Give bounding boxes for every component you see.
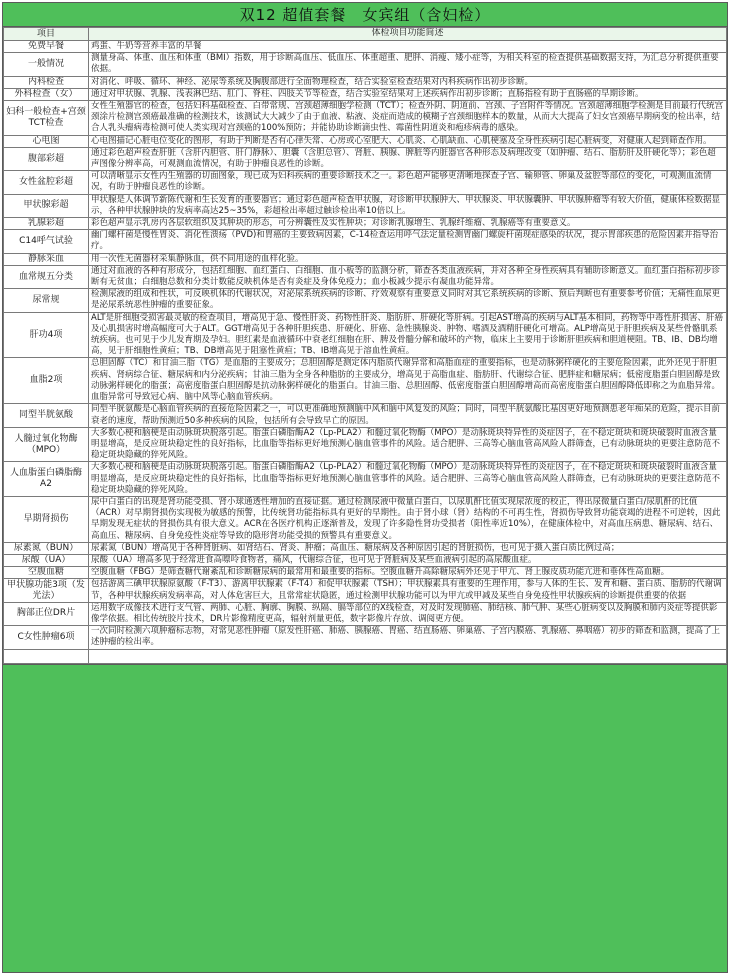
exam-item-description: 尿中白蛋白的出现是肾功能受损、肾小球通透性增加的直接证据。通过检测尿液中微量白蛋白，以尿肌酐比值实现尿浓度的校正，得出尿微量白蛋白/尿肌酐的比值（ACR）对早期肾损伤实现极为敏感的预警，比传统肾功能指标具有更好的早期性。由于肾小球（肾）结构的不可再生性，肾损伤导致肾功能衰竭的进程不可逆转，因此早期发现无症状的肾损伤具有很大意义。ACR在各医疗机构正逐渐普及，发现了许多隐性肾功受损者（阳性率近10%），在健康体检中，对高血压病患、糖尿病、结石、高血压、糖尿病、自身免疫性炎症等导致的隐形肾功能受损的预警具有重要意义。 (89, 496, 727, 542)
table-row (4, 496, 727, 542)
exam-item-name: 甲状腺彩超 (4, 194, 89, 217)
exam-item-description: 通过对甲状腺、乳腺、浅表淋巴结、肛门、脊柱、四肢关节等检查，结合实验室结果对上述疾病作出初步诊断；直肠指检有助于直肠癌的早期诊断。 (89, 88, 727, 100)
exam-item-name: 早期肾损伤 (4, 496, 89, 542)
exam-item-description: 一次同时检测六项肿瘤标志物，对常见恶性肿瘤（原发性肝癌、肺癌、胰腺癌、胃癌、结直肠癌、卵巢癌、子宫内膜癌、乳腺癌、鼻咽癌）初步的筛查和监测，提高了上述肿瘤的检出率。 (89, 626, 727, 649)
table-row (4, 289, 727, 312)
exam-item-description: 用一次性无菌器材采集静脉血，供不同用途的血样化验。 (89, 253, 727, 265)
table-row (4, 404, 727, 427)
exam-item-description: 检测尿液的组成和性状，可反映机体的代谢状况，对泌尿系统疾病的诊断、疗效观察有重要意义同时对其它系统疾病的诊断、预后判断也有重要参考价值；无痛性血尿更是泌尿系统恶性肿瘤的重要征象。 (89, 289, 727, 312)
exam-item-description: 大多数心梗和脑梗是由动脉斑块脱落引起。脂蛋白磷脂酶A2（Lp-PLA2）和髓过氧化物酶（MPO）是动脉斑块特异性的炎症因子，在不稳定斑块和斑块破裂时血液含量明显增高，是反应斑块稳定性的良好指标，比血脂等指标更好地预测心脑血管事件的风险。适合肥胖、三高等心脑血管高风险人群筛查，已有动脉斑块的更要注意防范不稳定斑块隐藏的猝死风险。 (89, 427, 727, 462)
package-sheet (2, 2, 728, 973)
exam-item-name: 空腹血糖 (4, 567, 89, 579)
exam-item-name: 尿常规 (4, 289, 89, 312)
table-row (4, 602, 727, 625)
exam-item-description: 测量身高、体重、血压和体重（BMI）指数，用于诊断高血压、低血压、体重超重、肥胖、消瘦、矮小症等，为相关科室的检查提供基础数据支持，为汇总分析提供重要依据。 (89, 53, 727, 76)
table-row (4, 462, 727, 497)
table-row (4, 88, 727, 100)
table-row (4, 53, 727, 76)
exam-item-description: 对消化、呼吸、循环、神经、泌尿等系统及胸腹部进行全面物理检查，结合实验室检查结果对内科疾病作出初步诊断。 (89, 76, 727, 88)
page-title: 双12 超值套餐 女宾组（含妇检） (3, 3, 727, 27)
exam-item-name: 乳腺彩超 (4, 218, 89, 230)
exam-item-description: 甲状腺是人体调节新陈代谢和生长发育的重要器官；通过彩色超声检查甲状腺，对诊断甲状腺肿大、甲状腺炎、甲状腺囊肿、甲状腺肿瘤等有较大价值，健康体检数据显示，各种甲状腺肿块的发病率高达25~35%，彩超检出率超过触诊检出率10倍以上。 (89, 194, 727, 217)
exam-item-name: 血常规五分类 (4, 265, 89, 288)
exam-item-name: 肝功4项 (4, 312, 89, 358)
table-row (4, 101, 727, 136)
table-header-row (4, 28, 727, 41)
exam-item-description: 女性生殖器官的检查，包括妇科基础检查、白带常规、宫颈超薄细胞学检测（TCT）；检查外阴、阴道前、宫颈、子宫附件等情况。宫颈超薄细胞学检测是目前最行代统宫颈涂片检测宫颈癌最准确的检测技术，该测试大大减少了由于血液、粘液、炎症而造成的模糊子宫颈细胞样本的数量，从而大大提高了妇女宫颈癌早期病变的检出率，结合人乳头瘤病毒检测可使人类实现对宫颈癌的100%预防；并能协助诊断滴虫性、霉菌性阴道炎和疱疹病毒的感染。 (89, 101, 727, 136)
table-row (4, 649, 727, 663)
exam-item-name: 女性盆腔彩超 (4, 171, 89, 194)
exam-item-description: 尿酸（UA）增高多见于经常进食高嘌呤食物者，痛风，代谢综合征，也可见于肾脏病及某些血液病引起的高尿酸血症。 (89, 554, 727, 566)
table-row (4, 554, 727, 566)
exam-item-name: 血脂2项 (4, 358, 89, 404)
exam-item-name: 心电图 (4, 135, 89, 147)
exam-item-description: ALT是肝细胞受损害最灵敏的检查项目，增高见于急、慢性肝炎、药物性肝炎、脂肪肝、肝硬化等肝病。引起AST增高的疾病与ALT基本相同，药物等中毒性肝损害、肝癌及心肌损害时增高幅度可大于ALT。GGT增高见于各种肝胆疾患、肝硬化、肝癌、急性胰腺炎、肿物、嗜酒及酒精肝硬化可增高。ALP增高见于肝胆疾病及某些骨骼肌系统疾病。也可见于少儿发育期及孕妇。胆红素是血液循环中衰老红细胞在肝、脾及骨髓分解和破坏的产物，临床上主要用于诊断肝胆疾病和胆道梗阻。TB、IB、DB均增高，见于肝细胞性黄疸；TB、DB增高见于阻塞性黄疸；TB、IB增高见于溶血性黄疸。 (89, 312, 727, 358)
exam-item-description: 通过彩色超声检查肝脏（含肝内胆管、肝门静脉）、胆囊（含胆总管）、肾脏、胰腺、脾脏等内脏器官各种形态及病理改变（如肿瘤、结石、脂肪肝及肝硬化等）；彩色超声图像分辨率高，可观测血流情况，有助于肿瘤良恶性的诊断。 (89, 147, 727, 170)
exam-item-name: 内科检查 (4, 76, 89, 88)
exam-item-name: C女性肿瘤6项 (4, 626, 89, 649)
exam-item-description (89, 649, 727, 663)
exam-item-name: 免费早餐 (4, 41, 89, 53)
exam-item-name: 甲状腺功能3项（发光法） (4, 579, 89, 602)
exam-item-description: 通过对血液的各种有形成分，包括红细胞、血红蛋白、白细胞、血小板等的监测分析，筛查各类血液疾病，并对各种全身性疾病具有辅助诊断意义。血红蛋白指标初步诊断有无贫血；白细胞总数和分类计数能反映机体是否有炎症及身体免疫力；血小板减少提示有凝血功能异常。 (89, 265, 727, 288)
column-header-item: 项目 (4, 28, 89, 41)
exam-item-name: 腹部彩超 (4, 147, 89, 170)
exam-item-name: 静脉采血 (4, 253, 89, 265)
exam-item-description: 可以清晰显示女性内生殖器的切面图象，现已成为妇科疾病的重要诊断技术之一。彩色超声能够更清晰地探查子宫、输卵管、卵巢及盆腔等部位的变化，可观测血流情况，有助于肿瘤良恶性的诊断。 (89, 171, 727, 194)
exam-item-description: 空腹血糖（FBG）是筛查糖代谢紊乱和诊断糖尿病的最常用和最重要的指标。空腹血糖升高除糖尿病外还见于甲亢、肾上腺皮质功能亢进和垂体性高血糖。 (89, 567, 727, 579)
exam-item-name: C14呼气试验 (4, 230, 89, 253)
table-row (4, 147, 727, 170)
table-row (4, 253, 727, 265)
table-row (4, 135, 727, 147)
exam-item-description: 尿素氮（BUN）增高见于各种肾脏病、如肾结石、肾炎、肿瘤；高血压、糖尿病及各种原因引起的肾脏损伤，也可见于摄入蛋白质比例过高； (89, 542, 727, 554)
exam-item-description: 心电图描记心脏电位变化的图形，有助于判断是否有心律失常、心房或心室肥大、心肌炎、心肌缺血、心肌梗塞及全身性疾病引起心脏病变，对健康人起到筛查作用。 (89, 135, 727, 147)
table-row (4, 427, 727, 462)
exam-item-description: 彩色超声显示乳房内各层软组织及其肿块的形态，可分辨囊性及实性肿块；对诊断乳腺增生、乳腺纤维瘤、乳腺癌等有重要意义。 (89, 218, 727, 230)
table-row (4, 579, 727, 602)
table-row (4, 312, 727, 358)
exam-item-name: 一般情况 (4, 53, 89, 76)
table-row (4, 626, 727, 649)
exam-item-description: 包括游离三碘甲状腺原氨酸（F-T3）、游离甲状腺素（F-T4）和促甲状腺素（TSH）；甲状腺素具有重要的生理作用，参与人体的生长、发育和糖、蛋白质、脂肪的代谢调节，各种甲状腺疾病发病率高，对人体危害巨大，且常常症状隐匿，通过检测甲状腺功能可以为甲亢或甲减及某些自身免疫性甲状腺疾病的诊断提供重要的依据 (89, 579, 727, 602)
table-row (4, 76, 727, 88)
exam-item-name: 同型半胱氨酸 (4, 404, 89, 427)
table-row (4, 230, 727, 253)
table-row (4, 41, 727, 53)
exam-item-description: 同型半胱氨酸是心脑血管疾病的直接危险因素之一，可以更准确地预测脑中风和脑中风复发的风险；同时，同型半胱氨酸比基因更好地预测患老年痴呆的危险，提示目前衰老的速度，帮助预测近50多种疾病的风险，包括所有会导致早亡的原因。 (89, 404, 727, 427)
exam-item-description: 幽门螺杆菌是慢性胃炎、消化性溃疡（PVD)和胃癌的主要致病因素，C-14检查运用呼气法定量检测胃幽门螺旋杆菌现症感染的状况，提示胃部疾患的危险因素并指导治疗。 (89, 230, 727, 253)
table-row (4, 358, 727, 404)
exam-item-name: 妇科一般检查+宫颈TCT检查 (4, 101, 89, 136)
exam-item-name (4, 649, 89, 663)
footer-band (3, 664, 727, 972)
table-row (4, 171, 727, 194)
exam-item-name: 尿酸（UA） (4, 554, 89, 566)
table-row (4, 194, 727, 217)
table-row (4, 265, 727, 288)
column-header-desc: 体检项目功能简述 (89, 28, 727, 41)
exam-item-name: 胸部正位DR片 (4, 602, 89, 625)
exam-item-description: 总胆固醇（TC）和甘油三脂（TG）是血脂的主要成分；总胆固醇是测定体内脂质代谢异常和高脂血症的重要指标，也是动脉粥样硬化的主要危险因素，此外还见于肝胆疾病、肾病综合征、糖尿病和内分泌疾病；甘油三脂为全身各种脂肪的主要成分，增高见于高脂血症、脂肪肝、代谢综合征、肥胖症和糖尿病；低密度脂蛋白胆固醇是致动脉粥样硬化的脂蛋；高密度脂蛋白胆固醇是抗动脉粥样硬化的脂蛋白。甘油三脂、总胆固醇、低密度脂蛋白胆固醇增高而高密度脂蛋白胆固醇降低即称之为血脂异常。血脂异常可导致冠心病、脑中风等心脑血管疾病。 (89, 358, 727, 404)
exam-item-description: 大多数心梗和脑梗是由动脉斑块脱落引起。脂蛋白磷脂酶A2（Lp-PLA2）和髓过氧化物酶（MPO）是动脉斑块特异性的炎症因子，在不稳定斑块和斑块破裂时血液含量明显增高，是反应斑块稳定性的良好指标，比血脂等指标更好地预测心脑血管事件的风险。适合肥胖、三高等心脑血管高风险人群筛查，已有动脉斑块的更要注意防范不稳定斑块隐藏的猝死风险。 (89, 462, 727, 497)
table-row (4, 567, 727, 579)
exam-item-name: 人血脂蛋白磷脂酶A2 (4, 462, 89, 497)
table-row (4, 542, 727, 554)
exam-item-name: 人髓过氧化物酶（MPO） (4, 427, 89, 462)
exam-item-description: 运用数字成像技术进行支气管、两肺、心脏、胸廓、胸膜、纵隔、膈等部位的X线检查，对及时发现肺癌、肺结核、肺气肿、某些心脏病变以及胸膜和肺内炎症等提供影像学依据。相比传统胶片技术，DR片影像精度更高，辐射剂量更低，数字影像片存放、调阅更方便。 (89, 602, 727, 625)
exam-item-name: 外科检查（女） (4, 88, 89, 100)
exam-item-description: 鸡蛋、牛奶等营养丰富的早餐 (89, 41, 727, 53)
table-row (4, 218, 727, 230)
exam-table (3, 27, 727, 664)
exam-item-name: 尿素氮（BUN） (4, 542, 89, 554)
